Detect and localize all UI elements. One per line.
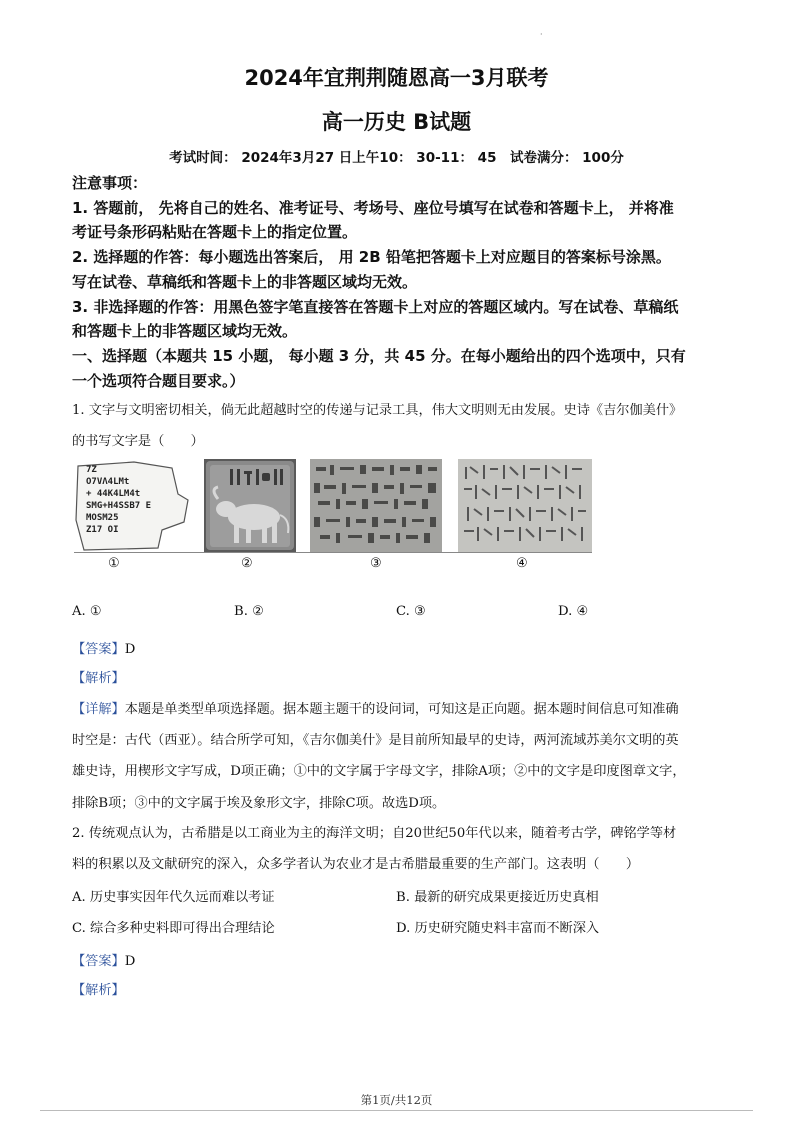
figure-label: ① (108, 556, 120, 571)
figure-indus-seal (204, 459, 296, 552)
q1-stem: 1. 文字与文明密切相关，倘无此超越时空的传递与记录工具，伟大文明则无由发展。史诗《吉尔伽美什》 (72, 403, 683, 418)
q1-detail-line: 排除B项；③中的文字属于埃及象形文字，排除C项。故选D项。 (72, 796, 446, 811)
q1-detail-line: 雄史诗，用楔形文字写成，D项正确；①中的文字属于字母文字，排除A项；②中的文字是印度图章文字， (72, 764, 686, 779)
notice-line: 考证号条形码粘贴在答题卡上的指定位置。 (72, 223, 358, 241)
q1-detail (72, 698, 679, 717)
q2-stem-cont: 料的积累以及文献研究的深入，众多学者认为农业才是古希腊最重要的生产部门。这表明（ ） (72, 857, 640, 872)
figure-label: ③ (370, 556, 382, 571)
exam-title: 2024年宜荆荆随恩高一3月联考 (244, 66, 549, 90)
q1-option-d: D. ④ (558, 604, 589, 619)
notice-line: 2. 选择题的作答：每小题选出答案后， 用 2B 铅笔把答题卡上对应题目的答案标号涂黑。 (72, 248, 671, 266)
q1-answer (72, 638, 135, 657)
inscription-line: O7VΛ4LMt (86, 477, 130, 487)
inscription-line: SMG+H4SSB7 E (86, 501, 152, 511)
q1-option-a: A. ① (72, 604, 102, 619)
detail-bracket: 【详解】 (72, 702, 125, 717)
q1-stem-cont: 的书写文字是（ ） (72, 434, 204, 449)
q2-analysis-label: 【解析】 (72, 983, 125, 998)
figure-alphabet-inscription (74, 460, 192, 552)
inscription-line: + 44K4LM4t (86, 489, 141, 499)
q2-option-a: A. 历史事实因年代久远而难以考证 (72, 890, 275, 905)
q1-detail-line: 时空是：古代（西亚）。结合所学可知，《吉尔伽美什》是目前所知最早的史诗，两河流域苏美尔文明的英 (72, 733, 679, 748)
q1-detail-line: 本题是单类型单项选择题。据本题主题干的设问词，可知这是正向题。据本题时间信息可知准确 (124, 702, 679, 717)
q2-option-c: C. 综合多种史料即可得出合理结论 (72, 921, 275, 936)
scan-dot: · (540, 30, 543, 39)
q2-stem: 2. 传统观点认为，古希腊是以工商业为主的海洋文明；自20世纪50年代以来，随着考古学，碑铭学等材 (72, 826, 677, 841)
page-number: 第1页/共12页 (360, 1093, 433, 1107)
figure-baseline (74, 552, 592, 553)
answer-bracket: 【答案】 (72, 954, 125, 969)
answer-bracket: 【答案】 (72, 642, 125, 657)
q2-option-d: D. 历史研究随史料丰富而不断深入 (396, 921, 600, 936)
q2-option-b: B. 最新的研究成果更接近历史真相 (396, 890, 599, 905)
q1-analysis-label: 【解析】 (72, 671, 125, 686)
notice-heading: 注意事项： (72, 174, 148, 192)
figure-label: ④ (516, 556, 528, 571)
exam-time-info: 考试时间： 2024年3月27 日上午10： 30-11： 45 试卷满分： 100分 (169, 150, 624, 166)
inscription-line: Z17 OI (86, 525, 119, 535)
footer-divider (40, 1110, 753, 1111)
section-heading: 一、选择题（本题共 15 小题， 每小题 3 分，共 45 分。在每小题给出的四个选项中，只有 (72, 347, 686, 365)
q1-option-b: B. ② (234, 604, 264, 619)
section-heading-cont: 一个选项符合题目要求。） (72, 372, 245, 390)
figure-hieroglyph-stone (310, 459, 442, 552)
notice-line: 1. 答题前， 先将自己的姓名、准考证号、考场号、座位号填写在试卷和答题卡上， 并将准 (72, 199, 674, 217)
notice-line: 写在试卷、草稿纸和答题卡上的非答题区域均无效。 (72, 273, 418, 291)
paper-subtitle: 高一历史 B试题 (321, 110, 472, 134)
q2-answer-value: D (124, 954, 136, 969)
notice-line: 和答题卡上的非答题区域均无效。 (72, 322, 298, 340)
figure-cuneiform-tablet (458, 459, 592, 552)
inscription-line: MOSM25 (86, 513, 119, 523)
notice-line: 3. 非选择题的作答：用黑色签字笔直接答在答题卡上对应的答题区域内。写在试卷、草稿纸 (72, 298, 679, 316)
figure-label: ② (241, 556, 253, 571)
q1-answer-value: D (124, 642, 136, 657)
q2-answer (72, 950, 135, 969)
q1-option-c: C. ③ (396, 604, 426, 619)
inscription-line: 7Z (86, 465, 97, 475)
